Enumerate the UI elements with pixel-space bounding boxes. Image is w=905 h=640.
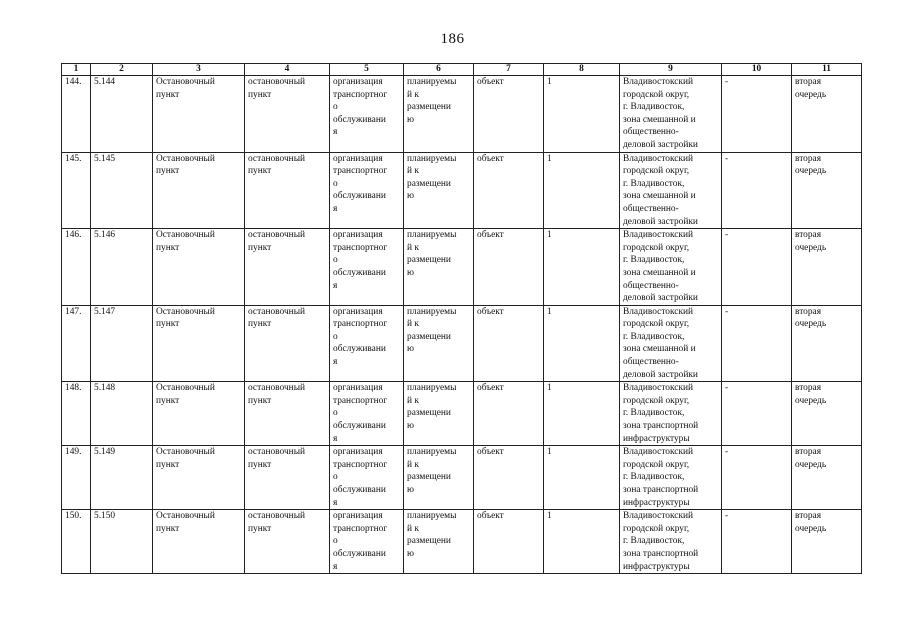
table-row [62,510,862,574]
table-cell: Остановочный пункт [153,446,245,510]
table-cell: объект [474,382,544,446]
column-header: 2 [91,64,153,76]
table-cell: 1 [544,76,620,153]
column-header: 7 [474,64,544,76]
table-cell: планируемы й к размещени ю [404,305,474,382]
column-header: 3 [153,64,245,76]
table-cell: планируемы й к размещени ю [404,382,474,446]
table-cell: объект [474,152,544,229]
table-cell: организация транспортног о обслуживани я [330,510,404,574]
column-header: 10 [722,64,792,76]
table-cell: Остановочный пункт [153,76,245,153]
column-header: 9 [620,64,722,76]
table-cell: - [722,152,792,229]
table-cell: 5.148 [91,382,153,446]
column-header: 5 [330,64,404,76]
table-cell: Владивостокский городской округ, г. Владивосток, зона транспортной инфраструктуры [620,382,722,446]
table-cell: вторая очередь [792,152,862,229]
table-cell: планируемы й к размещени ю [404,446,474,510]
table-cell: планируемы й к размещени ю [404,229,474,306]
table-cell: объект [474,305,544,382]
table-cell: организация транспортног о обслуживани я [330,382,404,446]
table-cell: 1 [544,152,620,229]
table-row [62,76,862,153]
table-cell: Остановочный пункт [153,152,245,229]
table-cell: вторая очередь [792,305,862,382]
table-cell: вторая очередь [792,446,862,510]
page-number: 186 [440,31,465,47]
table-cell: - [722,229,792,306]
table-cell: Остановочный пункт [153,229,245,306]
table-cell: 1 [544,446,620,510]
column-header: 4 [245,64,330,76]
table-cell: организация транспортног о обслуживани я [330,446,404,510]
table-cell: Остановочный пункт [153,382,245,446]
table-cell: - [722,76,792,153]
document-table [61,63,862,574]
table-row [62,229,862,306]
table-cell: остановочный пункт [245,152,330,229]
table-cell: вторая очередь [792,76,862,153]
table-cell: объект [474,76,544,153]
table-cell: - [722,510,792,574]
table-cell: объект [474,510,544,574]
table-cell: 147. [62,305,91,382]
table-cell: Владивостокский городской округ, г. Владивосток, зона смешанной и общественно- деловой застройки [620,76,722,153]
table-cell: Остановочный пункт [153,305,245,382]
table-cell: организация транспортног о обслуживани я [330,76,404,153]
table-cell: 1 [544,229,620,306]
table-cell: 1 [544,305,620,382]
table-cell: 1 [544,382,620,446]
table-cell: остановочный пункт [245,76,330,153]
table-cell: Владивостокский городской округ, г. Владивосток, зона смешанной и общественно- деловой застройки [620,152,722,229]
table-cell: 5.145 [91,152,153,229]
table-cell: Владивостокский городской округ, г. Владивосток, зона транспортной инфраструктуры [620,510,722,574]
table-cell: 5.149 [91,446,153,510]
table-cell: - [722,382,792,446]
table-cell: 145. [62,152,91,229]
table-row [62,382,862,446]
table-cell: Владивостокский городской округ, г. Владивосток, зона смешанной и общественно- деловой застройки [620,305,722,382]
table-cell: организация транспортног о обслуживани я [330,229,404,306]
table-header-row [62,64,862,76]
table-row [62,446,862,510]
table-cell: Владивостокский городской округ, г. Владивосток, зона смешанной и общественно- деловой застройки [620,229,722,306]
table-cell: планируемы й к размещени ю [404,152,474,229]
table-cell: планируемы й к размещени ю [404,510,474,574]
table-cell: 5.146 [91,229,153,306]
table-cell: 150. [62,510,91,574]
table-body [62,76,862,574]
table-cell: 5.150 [91,510,153,574]
table-cell: 146. [62,229,91,306]
table-cell: вторая очередь [792,510,862,574]
table-cell: 1 [544,510,620,574]
column-header: 6 [404,64,474,76]
table-cell: Владивостокский городской округ, г. Владивосток, зона транспортной инфраструктуры [620,446,722,510]
table-cell: организация транспортног о обслуживани я [330,305,404,382]
table-cell: объект [474,446,544,510]
table-cell: остановочный пункт [245,305,330,382]
table-cell: остановочный пункт [245,510,330,574]
table-cell: объект [474,229,544,306]
table-cell: 5.147 [91,305,153,382]
table-cell: 144. [62,76,91,153]
table-cell: 5.144 [91,76,153,153]
column-header: 8 [544,64,620,76]
column-header: 11 [792,64,862,76]
table-cell: вторая очередь [792,382,862,446]
table-row [62,152,862,229]
table-cell: остановочный пункт [245,446,330,510]
table-cell: 148. [62,382,91,446]
table-row [62,305,862,382]
table-cell: Остановочный пункт [153,510,245,574]
table-cell: остановочный пункт [245,382,330,446]
table-cell: планируемы й к размещени ю [404,76,474,153]
table-cell: - [722,305,792,382]
table-cell: организация транспортног о обслуживани я [330,152,404,229]
table-cell: - [722,446,792,510]
table-cell: 149. [62,446,91,510]
table-cell: остановочный пункт [245,229,330,306]
table-cell: вторая очередь [792,229,862,306]
column-header: 1 [62,64,91,76]
